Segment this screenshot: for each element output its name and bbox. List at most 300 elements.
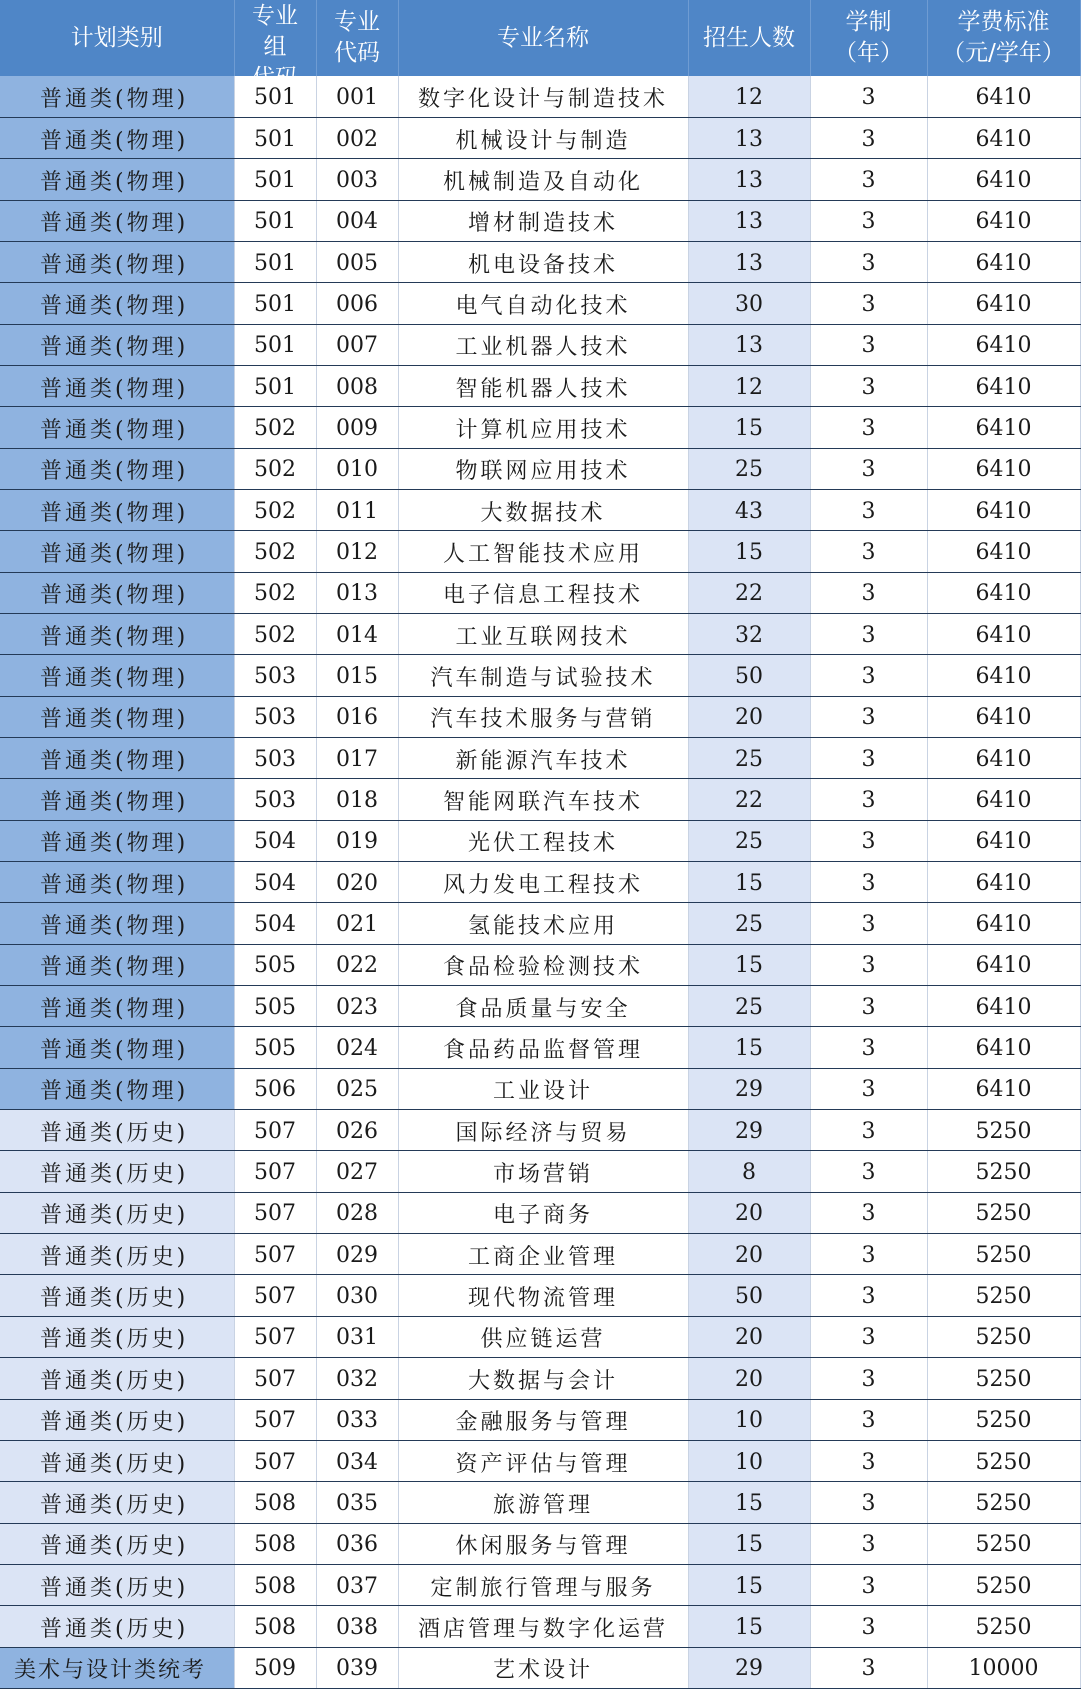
category-cell: 普通类(物理)	[0, 779, 234, 820]
duration-cell: 3	[810, 1110, 927, 1151]
major-code-cell: 006	[316, 283, 398, 324]
table-row	[0, 1110, 1080, 1151]
group-code-cell: 508	[234, 1523, 316, 1564]
major-name-cell: 新能源汽车技术	[398, 738, 688, 779]
category-cell: 普通类(物理)	[0, 944, 234, 985]
major-name-cell: 机电设备技术	[398, 241, 688, 282]
category-cell: 美术与设计类统考	[0, 1647, 234, 1688]
duration-cell: 3	[810, 324, 927, 365]
duration-cell: 3	[810, 159, 927, 200]
duration-cell: 3	[810, 1606, 927, 1647]
enrollment-cell: 12	[688, 76, 810, 117]
major-name-cell: 风力发电工程技术	[398, 862, 688, 903]
group-code-cell: 507	[234, 1440, 316, 1481]
category-cell: 普通类(物理)	[0, 365, 234, 406]
major-name-cell: 氢能技术应用	[398, 903, 688, 944]
enrollment-cell: 10	[688, 1399, 810, 1440]
table-row	[0, 696, 1080, 737]
category-cell: 普通类(物理)	[0, 407, 234, 448]
duration-cell: 3	[810, 1564, 927, 1605]
major-code-cell: 015	[316, 655, 398, 696]
table-row	[0, 1564, 1080, 1605]
major-name-cell: 数字化设计与制造技术	[398, 76, 688, 117]
category-cell: 普通类(历史)	[0, 1606, 234, 1647]
major-name-cell: 智能网联汽车技术	[398, 779, 688, 820]
major-code-cell: 028	[316, 1192, 398, 1233]
enrollment-cell: 30	[688, 283, 810, 324]
tuition-cell: 5250	[927, 1523, 1080, 1564]
group-code-cell: 502	[234, 489, 316, 530]
group-code-cell: 508	[234, 1606, 316, 1647]
major-name-cell: 金融服务与管理	[398, 1399, 688, 1440]
major-code-cell: 008	[316, 365, 398, 406]
category-cell: 普通类(历史)	[0, 1358, 234, 1399]
group-code-cell: 503	[234, 696, 316, 737]
duration-cell: 3	[810, 779, 927, 820]
table-row	[0, 1399, 1080, 1440]
major-name-cell: 供应链运营	[398, 1316, 688, 1357]
tuition-cell: 6410	[927, 820, 1080, 861]
duration-cell: 3	[810, 1482, 927, 1523]
duration-cell: 3	[810, 903, 927, 944]
major-name-cell: 工业互联网技术	[398, 613, 688, 654]
duration-cell: 3	[810, 613, 927, 654]
header-enrollment	[688, 0, 810, 76]
enrollment-cell: 12	[688, 365, 810, 406]
major-code-cell: 038	[316, 1606, 398, 1647]
tuition-cell: 5250	[927, 1358, 1080, 1399]
header-label-line: 招生人数	[703, 24, 795, 51]
major-code-cell: 023	[316, 986, 398, 1027]
tuition-cell: 5250	[927, 1234, 1080, 1275]
duration-cell: 3	[810, 820, 927, 861]
tuition-cell: 6410	[927, 696, 1080, 737]
major-name-cell: 资产评估与管理	[398, 1440, 688, 1481]
category-cell: 普通类(物理)	[0, 986, 234, 1027]
major-code-cell: 012	[316, 531, 398, 572]
category-cell: 普通类(历史)	[0, 1440, 234, 1481]
major-name-cell: 食品检验检测技术	[398, 944, 688, 985]
table-row	[0, 1606, 1080, 1647]
enrollment-cell: 50	[688, 655, 810, 696]
table-row	[0, 613, 1080, 654]
tuition-cell: 6410	[927, 862, 1080, 903]
major-name-cell: 机械制造及自动化	[398, 159, 688, 200]
major-code-cell: 030	[316, 1275, 398, 1316]
table-row	[0, 862, 1080, 903]
table-row	[0, 1275, 1080, 1316]
enrollment-cell: 15	[688, 944, 810, 985]
duration-cell: 3	[810, 738, 927, 779]
tuition-cell: 6410	[927, 241, 1080, 282]
table-row	[0, 944, 1080, 985]
header-label-line: 专业名称	[497, 24, 589, 51]
enrollment-cell: 20	[688, 1358, 810, 1399]
major-code-cell: 032	[316, 1358, 398, 1399]
group-code-cell: 505	[234, 986, 316, 1027]
category-cell: 普通类(物理)	[0, 283, 234, 324]
table-row	[0, 1192, 1080, 1233]
enrollment-cell: 13	[688, 324, 810, 365]
tuition-cell: 6410	[927, 903, 1080, 944]
category-cell: 普通类(历史)	[0, 1192, 234, 1233]
group-code-cell: 502	[234, 448, 316, 489]
major-code-cell: 003	[316, 159, 398, 200]
major-name-cell: 光伏工程技术	[398, 820, 688, 861]
duration-cell: 3	[810, 862, 927, 903]
tuition-cell: 6410	[927, 944, 1080, 985]
table-row	[0, 1027, 1080, 1068]
major-name-cell: 现代物流管理	[398, 1275, 688, 1316]
group-code-cell: 501	[234, 76, 316, 117]
enrollment-cell: 25	[688, 986, 810, 1027]
group-code-cell: 504	[234, 862, 316, 903]
major-code-cell: 009	[316, 407, 398, 448]
category-cell: 普通类(历史)	[0, 1399, 234, 1440]
table-row	[0, 283, 1080, 324]
table-row	[0, 1316, 1080, 1357]
category-cell: 普通类(物理)	[0, 903, 234, 944]
major-name-cell: 汽车技术服务与营销	[398, 696, 688, 737]
category-cell: 普通类(物理)	[0, 200, 234, 241]
category-cell: 普通类(物理)	[0, 696, 234, 737]
enrollment-cell: 13	[688, 200, 810, 241]
category-cell: 普通类(物理)	[0, 820, 234, 861]
major-name-cell: 市场营销	[398, 1151, 688, 1192]
table-row	[0, 159, 1080, 200]
group-code-cell: 501	[234, 117, 316, 158]
major-code-cell: 037	[316, 1564, 398, 1605]
table-row	[0, 1482, 1080, 1523]
group-code-cell: 507	[234, 1110, 316, 1151]
table-row	[0, 200, 1080, 241]
table-row	[0, 407, 1080, 448]
enrollment-cell: 32	[688, 613, 810, 654]
major-name-cell: 物联网应用技术	[398, 448, 688, 489]
table-row	[0, 448, 1080, 489]
duration-cell: 3	[810, 944, 927, 985]
enrollment-cell: 15	[688, 862, 810, 903]
table-row	[0, 1068, 1080, 1109]
group-code-cell: 509	[234, 1647, 316, 1688]
major-code-cell: 018	[316, 779, 398, 820]
duration-cell: 3	[810, 1027, 927, 1068]
group-code-cell: 507	[234, 1151, 316, 1192]
enrollment-cell: 15	[688, 531, 810, 572]
header-label-line: 代码	[334, 40, 380, 66]
table-body	[0, 76, 1080, 1688]
table-row	[0, 1358, 1080, 1399]
group-code-cell: 504	[234, 903, 316, 944]
group-code-cell: 507	[234, 1192, 316, 1233]
category-cell: 普通类(物理)	[0, 241, 234, 282]
header-major-code	[316, 0, 398, 76]
header-label-line: 组	[263, 34, 287, 60]
header-label-line: 计划类别	[70, 24, 163, 51]
duration-cell: 3	[810, 1068, 927, 1109]
tuition-cell: 6410	[927, 200, 1080, 241]
tuition-cell: 6410	[927, 76, 1080, 117]
tuition-cell: 5250	[927, 1110, 1080, 1151]
category-cell: 普通类(物理)	[0, 1068, 234, 1109]
table-row	[0, 76, 1080, 117]
header-label-line: 学费标准	[957, 9, 1050, 35]
enrollment-cell: 20	[688, 1234, 810, 1275]
category-cell: 普通类(物理)	[0, 159, 234, 200]
table-row	[0, 572, 1080, 613]
major-code-cell: 034	[316, 1440, 398, 1481]
category-cell: 普通类(物理)	[0, 448, 234, 489]
category-cell: 普通类(物理)	[0, 613, 234, 654]
duration-cell: 3	[810, 572, 927, 613]
tuition-cell: 5250	[927, 1606, 1080, 1647]
major-code-cell: 019	[316, 820, 398, 861]
tuition-cell: 5250	[927, 1564, 1080, 1605]
enrollment-cell: 15	[688, 1027, 810, 1068]
table-row	[0, 1151, 1080, 1192]
tuition-cell: 6410	[927, 448, 1080, 489]
header-tuition	[927, 0, 1080, 76]
enrollment-cell: 15	[688, 1482, 810, 1523]
group-code-cell: 507	[234, 1234, 316, 1275]
major-code-cell: 026	[316, 1110, 398, 1151]
category-cell: 普通类(物理)	[0, 531, 234, 572]
header-row	[0, 0, 1080, 76]
header-group-code	[234, 0, 316, 91]
major-name-cell: 国际经济与贸易	[398, 1110, 688, 1151]
group-code-cell: 502	[234, 572, 316, 613]
tuition-cell: 6410	[927, 531, 1080, 572]
enrollment-cell: 25	[688, 738, 810, 779]
enrollment-cell: 13	[688, 159, 810, 200]
major-code-cell: 017	[316, 738, 398, 779]
table-row	[0, 655, 1080, 696]
duration-cell: 3	[810, 1523, 927, 1564]
group-code-cell: 507	[234, 1316, 316, 1357]
table-row	[0, 489, 1080, 530]
header-label-line: 代码	[252, 65, 298, 91]
major-name-cell: 增材制造技术	[398, 200, 688, 241]
duration-cell: 3	[810, 696, 927, 737]
category-cell: 普通类(物理)	[0, 117, 234, 158]
tuition-cell: 6410	[927, 117, 1080, 158]
major-name-cell: 酒店管理与数字化运营	[398, 1606, 688, 1647]
major-code-cell: 004	[316, 200, 398, 241]
tuition-cell: 6410	[927, 986, 1080, 1027]
group-code-cell: 507	[234, 1358, 316, 1399]
duration-cell: 3	[810, 76, 927, 117]
duration-cell: 3	[810, 1358, 927, 1399]
group-code-cell: 505	[234, 944, 316, 985]
tuition-cell: 6410	[927, 489, 1080, 530]
header-major-name	[398, 0, 688, 76]
header-category	[0, 0, 234, 76]
table-row	[0, 1647, 1080, 1688]
category-cell: 普通类(历史)	[0, 1523, 234, 1564]
table-row	[0, 820, 1080, 861]
enrollment-cell: 29	[688, 1068, 810, 1109]
group-code-cell: 505	[234, 1027, 316, 1068]
tuition-cell: 5250	[927, 1192, 1080, 1233]
table-row	[0, 241, 1080, 282]
header-label-line: 学制	[845, 9, 892, 35]
duration-cell: 3	[810, 1151, 927, 1192]
header-label-line: （元/学年）	[942, 40, 1065, 66]
major-code-cell: 005	[316, 241, 398, 282]
major-code-cell: 016	[316, 696, 398, 737]
tuition-cell: 6410	[927, 1068, 1080, 1109]
enrollment-cell: 20	[688, 1316, 810, 1357]
enrollment-cell: 15	[688, 1523, 810, 1564]
major-name-cell: 休闲服务与管理	[398, 1523, 688, 1564]
tuition-cell: 5250	[927, 1316, 1080, 1357]
enrollment-cell: 15	[688, 1564, 810, 1605]
header-label-line: 专业	[334, 9, 380, 35]
major-name-cell: 电气自动化技术	[398, 283, 688, 324]
enrollment-cell: 13	[688, 241, 810, 282]
group-code-cell: 502	[234, 531, 316, 572]
group-code-cell: 506	[234, 1068, 316, 1109]
major-name-cell: 工业设计	[398, 1068, 688, 1109]
major-code-cell: 024	[316, 1027, 398, 1068]
tuition-cell: 6410	[927, 613, 1080, 654]
major-name-cell: 计算机应用技术	[398, 407, 688, 448]
duration-cell: 3	[810, 241, 927, 282]
table-row	[0, 1234, 1080, 1275]
major-code-cell: 013	[316, 572, 398, 613]
major-code-cell: 007	[316, 324, 398, 365]
enrollment-cell: 13	[688, 117, 810, 158]
category-cell: 普通类(历史)	[0, 1275, 234, 1316]
duration-cell: 3	[810, 365, 927, 406]
major-code-cell: 022	[316, 944, 398, 985]
tuition-cell: 6410	[927, 283, 1080, 324]
group-code-cell: 501	[234, 365, 316, 406]
tuition-cell: 5250	[927, 1399, 1080, 1440]
enrollment-cell: 29	[688, 1110, 810, 1151]
group-code-cell: 501	[234, 324, 316, 365]
category-cell: 普通类(物理)	[0, 738, 234, 779]
table-row	[0, 117, 1080, 158]
group-code-cell: 503	[234, 655, 316, 696]
category-cell: 普通类(物理)	[0, 572, 234, 613]
category-cell: 普通类(历史)	[0, 1316, 234, 1357]
major-name-cell: 电子信息工程技术	[398, 572, 688, 613]
group-code-cell: 504	[234, 820, 316, 861]
category-cell: 普通类(物理)	[0, 862, 234, 903]
enrollment-cell: 20	[688, 696, 810, 737]
major-code-cell: 021	[316, 903, 398, 944]
category-cell: 普通类(物理)	[0, 76, 234, 117]
major-name-cell: 人工智能技术应用	[398, 531, 688, 572]
enrollment-cell: 50	[688, 1275, 810, 1316]
enrollment-cell: 25	[688, 903, 810, 944]
duration-cell: 3	[810, 489, 927, 530]
category-cell: 普通类(历史)	[0, 1564, 234, 1605]
enrollment-cell: 29	[688, 1647, 810, 1688]
group-code-cell: 503	[234, 779, 316, 820]
table-row	[0, 365, 1080, 406]
duration-cell: 3	[810, 448, 927, 489]
major-name-cell: 汽车制造与试验技术	[398, 655, 688, 696]
enrollment-cell: 8	[688, 1151, 810, 1192]
tuition-cell: 6410	[927, 1027, 1080, 1068]
major-code-cell: 014	[316, 613, 398, 654]
major-name-cell: 艺术设计	[398, 1647, 688, 1688]
duration-cell: 3	[810, 531, 927, 572]
group-code-cell: 501	[234, 200, 316, 241]
enrollment-cell: 15	[688, 407, 810, 448]
category-cell: 普通类(物理)	[0, 1027, 234, 1068]
major-code-cell: 002	[316, 117, 398, 158]
table-row	[0, 738, 1080, 779]
enrollment-cell: 25	[688, 448, 810, 489]
tuition-cell: 6410	[927, 159, 1080, 200]
tuition-cell: 5250	[927, 1151, 1080, 1192]
enrollment-cell: 20	[688, 1192, 810, 1233]
duration-cell: 3	[810, 1275, 927, 1316]
tuition-cell: 5250	[927, 1482, 1080, 1523]
major-name-cell: 电子商务	[398, 1192, 688, 1233]
tuition-cell: 6410	[927, 572, 1080, 613]
category-cell: 普通类(物理)	[0, 324, 234, 365]
group-code-cell: 508	[234, 1564, 316, 1605]
group-code-cell: 508	[234, 1482, 316, 1523]
major-code-cell: 036	[316, 1523, 398, 1564]
tuition-cell: 6410	[927, 738, 1080, 779]
header-duration	[810, 0, 927, 76]
table-row	[0, 531, 1080, 572]
duration-cell: 3	[810, 1647, 927, 1688]
major-code-cell: 001	[316, 76, 398, 117]
tuition-cell: 6410	[927, 407, 1080, 448]
tuition-cell: 6410	[927, 324, 1080, 365]
enrollment-cell: 25	[688, 820, 810, 861]
tuition-cell: 5250	[927, 1275, 1080, 1316]
category-cell: 普通类(物理)	[0, 655, 234, 696]
duration-cell: 3	[810, 1234, 927, 1275]
duration-cell: 3	[810, 200, 927, 241]
major-code-cell: 035	[316, 1482, 398, 1523]
tuition-cell: 6410	[927, 779, 1080, 820]
enrollment-cell: 10	[688, 1440, 810, 1481]
major-code-cell: 010	[316, 448, 398, 489]
major-code-cell: 011	[316, 489, 398, 530]
duration-cell: 3	[810, 1316, 927, 1357]
enrollment-cell: 22	[688, 779, 810, 820]
duration-cell: 3	[810, 655, 927, 696]
major-code-cell: 033	[316, 1399, 398, 1440]
category-cell: 普通类(物理)	[0, 489, 234, 530]
major-name-cell: 工业机器人技术	[398, 324, 688, 365]
group-code-cell: 501	[234, 241, 316, 282]
major-name-cell: 定制旅行管理与服务	[398, 1564, 688, 1605]
table-row	[0, 1523, 1080, 1564]
major-code-cell: 027	[316, 1151, 398, 1192]
group-code-cell: 503	[234, 738, 316, 779]
duration-cell: 3	[810, 283, 927, 324]
group-code-cell: 507	[234, 1275, 316, 1316]
header-label-line: 专业	[252, 3, 298, 29]
header-label-line: （年）	[834, 40, 903, 66]
category-cell: 普通类(历史)	[0, 1234, 234, 1275]
major-name-cell: 工商企业管理	[398, 1234, 688, 1275]
major-name-cell: 食品药品监督管理	[398, 1027, 688, 1068]
major-name-cell: 旅游管理	[398, 1482, 688, 1523]
tuition-cell: 6410	[927, 655, 1080, 696]
group-code-cell: 501	[234, 283, 316, 324]
major-code-cell: 031	[316, 1316, 398, 1357]
